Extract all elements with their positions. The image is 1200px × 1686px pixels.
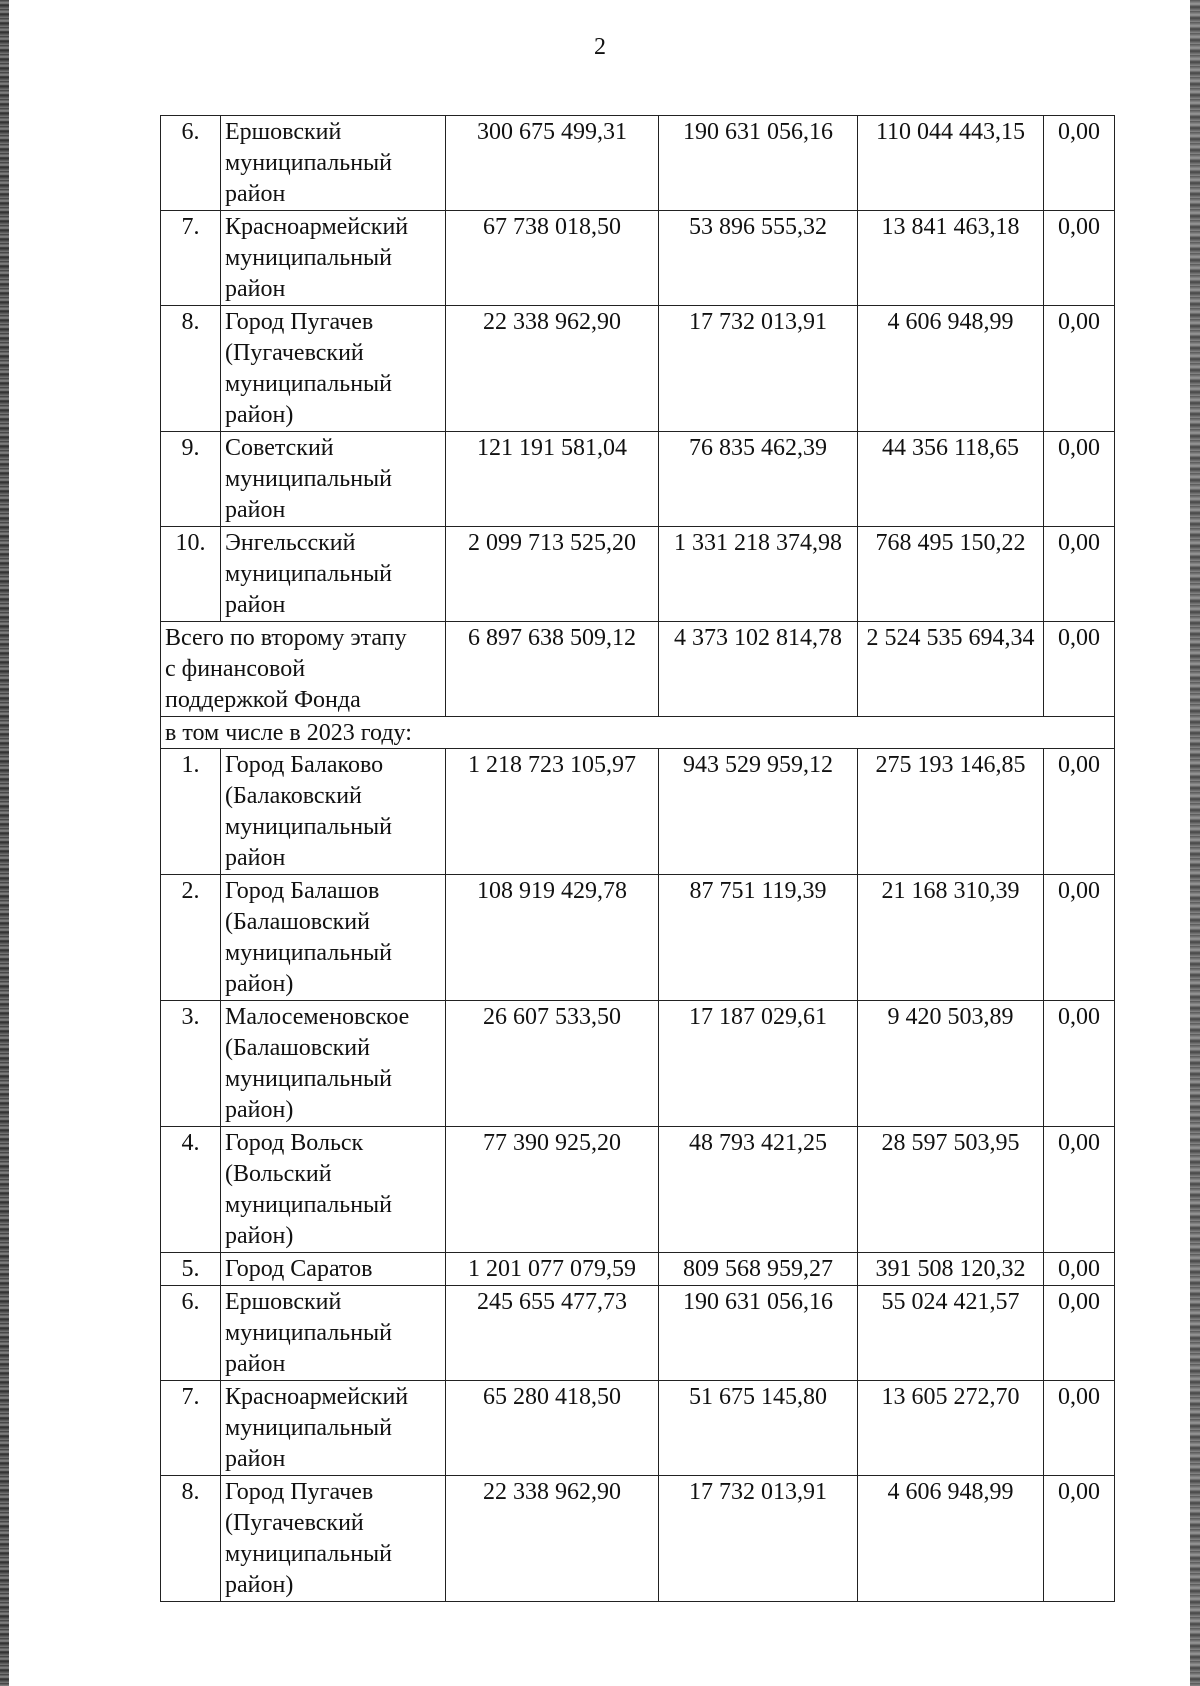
table-row	[161, 527, 1115, 622]
municipality-name-line: муниципальный	[225, 1541, 393, 1567]
table-row	[161, 749, 1115, 875]
fund-amount: 48 793 421,25	[659, 1127, 858, 1253]
municipality-name-line: (Вольский	[225, 1161, 332, 1187]
table-row	[161, 875, 1115, 1001]
region-amount: 44 356 118,65	[858, 432, 1044, 527]
local-amount: 0,00	[1044, 749, 1115, 875]
row-number: 5.	[161, 1253, 221, 1286]
municipality-name-line: Город Пугачев	[225, 1479, 374, 1505]
region-amount: 4 606 948,99	[858, 1476, 1044, 1602]
row-number: 8.	[161, 306, 221, 432]
row-number: 7.	[161, 1381, 221, 1476]
region-amount: 9 420 503,89	[858, 1001, 1044, 1127]
municipality-name-line: район	[225, 1351, 286, 1377]
municipality-name-line: муниципальный	[225, 561, 393, 587]
local-amount: 0,00	[1044, 211, 1115, 306]
region-amount: 275 193 146,85	[858, 749, 1044, 875]
municipality-name-line: муниципальный	[225, 245, 393, 271]
local-amount: 0,00	[1044, 1286, 1115, 1381]
municipality-name	[221, 1476, 446, 1602]
row-number: 9.	[161, 432, 221, 527]
fund-amount: 76 835 462,39	[659, 432, 858, 527]
municipality-name	[221, 1127, 446, 1253]
row-number: 4.	[161, 1127, 221, 1253]
table-row	[161, 1381, 1115, 1476]
row-number: 10.	[161, 527, 221, 622]
scan-right-edge	[1190, 0, 1200, 1686]
section-subheader-row	[161, 717, 1115, 749]
page-number: 2	[594, 34, 606, 60]
total-label-line: с финансовой	[165, 656, 306, 682]
municipality-name-line: район)	[225, 402, 294, 428]
total-amount: 1 201 077 079,59	[446, 1253, 659, 1286]
table-row	[161, 211, 1115, 306]
municipality-name-line: район)	[225, 1572, 294, 1598]
fund-amount: 87 751 119,39	[659, 875, 858, 1001]
total-label-line: Всего по второму этапу	[165, 625, 407, 651]
row-number: 3.	[161, 1001, 221, 1127]
municipality-name-line: Красноармейский	[225, 214, 409, 240]
municipality-name-line: район	[225, 592, 286, 618]
total-amount: 245 655 477,73	[446, 1286, 659, 1381]
total-amount: 22 338 962,90	[446, 306, 659, 432]
table-row	[161, 1476, 1115, 1602]
municipality-name-line: муниципальный	[225, 371, 393, 397]
local-amount: 0,00	[1044, 875, 1115, 1001]
region-amount: 13 841 463,18	[858, 211, 1044, 306]
municipality-name-line: Красноармейский	[225, 1384, 409, 1410]
row-number: 6.	[161, 116, 221, 211]
funding-table-body	[161, 116, 1115, 1602]
municipality-name-line: район	[225, 181, 286, 207]
municipality-name	[221, 116, 446, 211]
municipality-name-line: Город Балашов	[225, 878, 380, 904]
total-amount: 108 919 429,78	[446, 875, 659, 1001]
municipality-name-line: (Пугачевский	[225, 340, 364, 366]
municipality-name-line: Ершовский	[225, 119, 342, 145]
municipality-name-line: (Балашовский	[225, 909, 370, 935]
region-amount: 28 597 503,95	[858, 1127, 1044, 1253]
total-local-amount: 0,00	[1044, 622, 1115, 717]
local-amount: 0,00	[1044, 432, 1115, 527]
total-amount: 121 191 581,04	[446, 432, 659, 527]
municipality-name	[221, 875, 446, 1001]
row-number: 1.	[161, 749, 221, 875]
municipality-name	[221, 432, 446, 527]
fund-amount: 943 529 959,12	[659, 749, 858, 875]
total-amount: 2 099 713 525,20	[446, 527, 659, 622]
municipality-name	[221, 1381, 446, 1476]
total-label	[161, 622, 446, 717]
municipality-name	[221, 211, 446, 306]
table-row	[161, 1286, 1115, 1381]
row-number: 8.	[161, 1476, 221, 1602]
municipality-name-line: муниципальный	[225, 150, 393, 176]
municipality-name-line: район)	[225, 1223, 294, 1249]
table-row	[161, 1127, 1115, 1253]
municipality-name-line: район)	[225, 971, 294, 997]
municipality-name-line: район	[225, 497, 286, 523]
local-amount: 0,00	[1044, 1253, 1115, 1286]
total-amount: 22 338 962,90	[446, 1476, 659, 1602]
fund-amount: 53 896 555,32	[659, 211, 858, 306]
municipality-name	[221, 1286, 446, 1381]
fund-amount: 809 568 959,27	[659, 1253, 858, 1286]
municipality-name-line: Малосеменовское	[225, 1004, 410, 1030]
row-number: 7.	[161, 211, 221, 306]
fund-amount: 190 631 056,16	[659, 1286, 858, 1381]
region-amount: 110 044 443,15	[858, 116, 1044, 211]
fund-amount: 17 732 013,91	[659, 306, 858, 432]
region-amount: 768 495 150,22	[858, 527, 1044, 622]
local-amount: 0,00	[1044, 1127, 1115, 1253]
local-amount: 0,00	[1044, 1476, 1115, 1602]
local-amount: 0,00	[1044, 306, 1115, 432]
scan-left-edge	[0, 0, 9, 1686]
table-row	[161, 432, 1115, 527]
total-region-amount: 2 524 535 694,34	[858, 622, 1044, 717]
municipality-name-line: район	[225, 845, 286, 871]
fund-amount: 1 331 218 374,98	[659, 527, 858, 622]
region-amount: 4 606 948,99	[858, 306, 1044, 432]
municipality-name-line: Город Пугачев	[225, 309, 374, 335]
municipality-name-line: Город Вольск	[225, 1130, 364, 1156]
table-row	[161, 306, 1115, 432]
municipality-name-line: район	[225, 276, 286, 302]
row-number: 2.	[161, 875, 221, 1001]
total-amount: 300 675 499,31	[446, 116, 659, 211]
fund-amount: 17 732 013,91	[659, 1476, 858, 1602]
municipality-name	[221, 1253, 446, 1286]
fund-amount: 190 631 056,16	[659, 116, 858, 211]
local-amount: 0,00	[1044, 1381, 1115, 1476]
total-row	[161, 622, 1115, 717]
table-row	[161, 116, 1115, 211]
row-number: 6.	[161, 1286, 221, 1381]
municipality-name-line: муниципальный	[225, 1415, 393, 1441]
region-amount: 55 024 421,57	[858, 1286, 1044, 1381]
municipality-name-line: Советский	[225, 435, 334, 461]
table-row	[161, 1253, 1115, 1286]
section-subheader: в том числе в 2023 году:	[161, 717, 1115, 749]
municipality-name-line: Энгельсский	[225, 530, 356, 556]
municipality-name-line: Город Саратов	[225, 1256, 373, 1282]
fund-amount: 17 187 029,61	[659, 1001, 858, 1127]
municipality-name-line: Город Балаково	[225, 752, 384, 778]
total-amount: 67 738 018,50	[446, 211, 659, 306]
total-amount: 65 280 418,50	[446, 1381, 659, 1476]
funding-table	[160, 115, 1115, 1602]
fund-amount: 51 675 145,80	[659, 1381, 858, 1476]
region-amount: 13 605 272,70	[858, 1381, 1044, 1476]
municipality-name-line: муниципальный	[225, 466, 393, 492]
municipality-name-line: муниципальный	[225, 1066, 393, 1092]
total-fund-amount: 4 373 102 814,78	[659, 622, 858, 717]
total-amount: 77 390 925,20	[446, 1127, 659, 1253]
municipality-name-line: муниципальный	[225, 1192, 393, 1218]
total-amount: 6 897 638 509,12	[446, 622, 659, 717]
municipality-name	[221, 527, 446, 622]
total-amount: 1 218 723 105,97	[446, 749, 659, 875]
municipality-name-line: муниципальный	[225, 1320, 393, 1346]
total-amount: 26 607 533,50	[446, 1001, 659, 1127]
local-amount: 0,00	[1044, 116, 1115, 211]
total-label-line: поддержкой Фонда	[165, 687, 361, 713]
municipality-name-line: район	[225, 1446, 286, 1472]
municipality-name-line: (Балаковский	[225, 783, 362, 809]
municipality-name-line: (Балашовский	[225, 1035, 370, 1061]
municipality-name-line: Ершовский	[225, 1289, 342, 1315]
table-row	[161, 1001, 1115, 1127]
local-amount: 0,00	[1044, 527, 1115, 622]
municipality-name	[221, 1001, 446, 1127]
municipality-name-line: муниципальный	[225, 940, 393, 966]
region-amount: 21 168 310,39	[858, 875, 1044, 1001]
municipality-name	[221, 749, 446, 875]
region-amount: 391 508 120,32	[858, 1253, 1044, 1286]
local-amount: 0,00	[1044, 1001, 1115, 1127]
municipality-name-line: район)	[225, 1097, 294, 1123]
municipality-name-line: (Пугачевский	[225, 1510, 364, 1536]
municipality-name	[221, 306, 446, 432]
municipality-name-line: муниципальный	[225, 814, 393, 840]
